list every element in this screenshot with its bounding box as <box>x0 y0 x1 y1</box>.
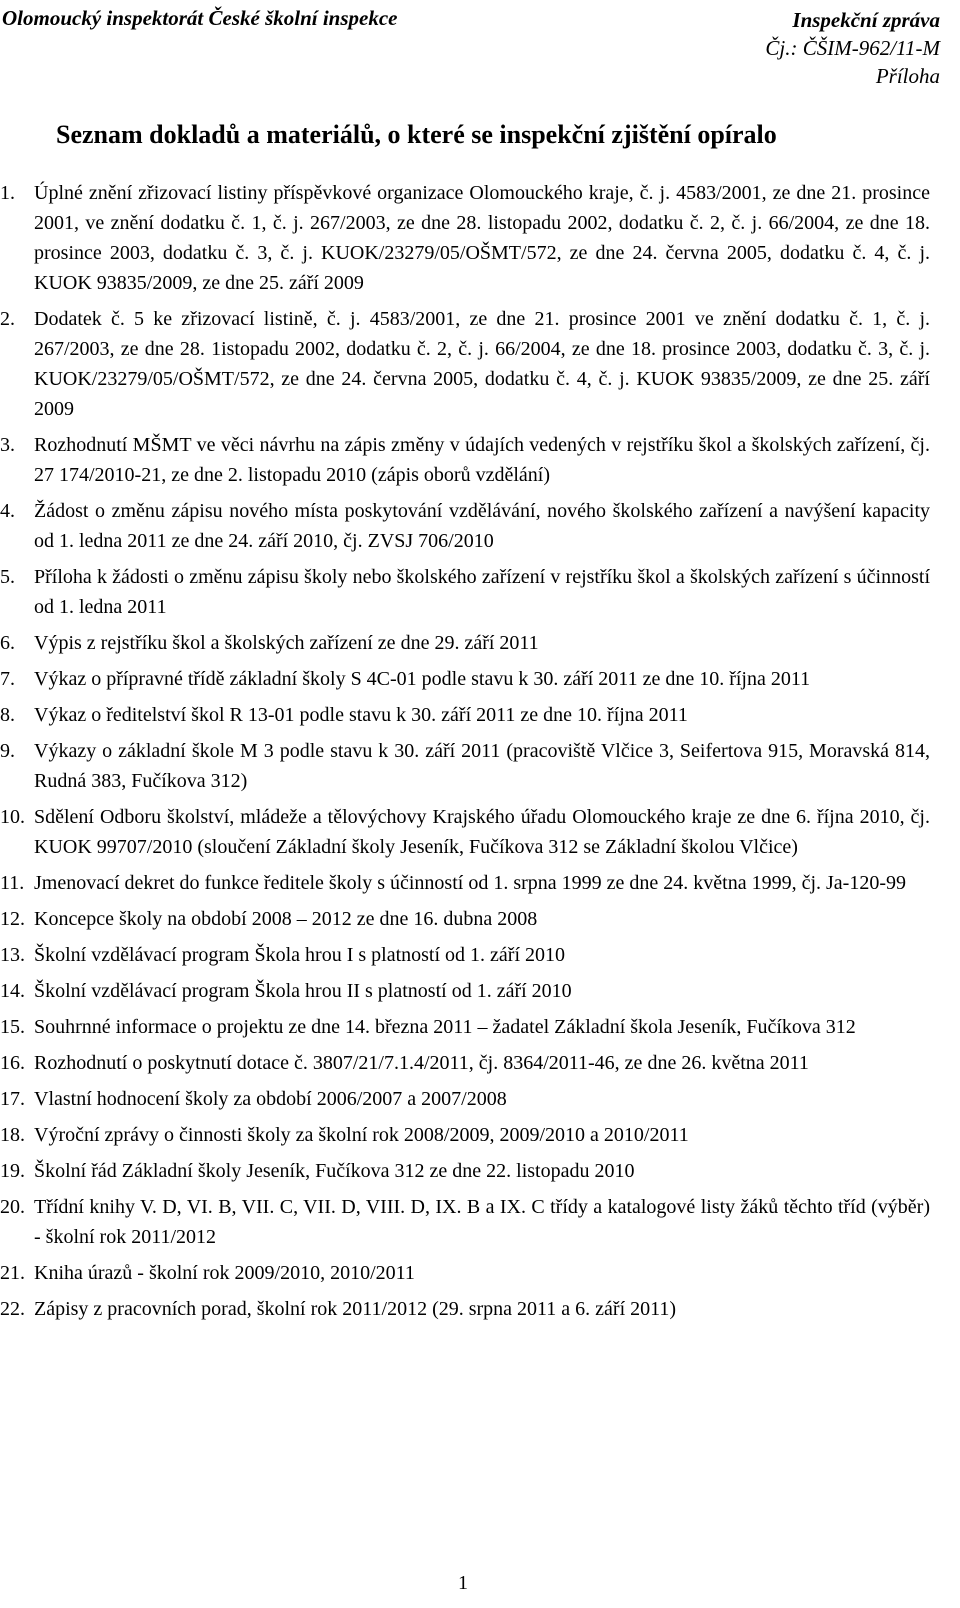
header-reference-number: Čj.: ČŠIM-962/11-M <box>765 36 940 60</box>
list-item-text: Školní vzdělávací program Škola hrou I s platností od 1. září 2010 <box>34 944 566 966</box>
list-item-text: Výpis z rejstříku škol a školských zařízení ze dne 29. září 2011 <box>34 632 539 654</box>
list-item-text: Vlastní hodnocení školy za období 2006/2007 a 2007/2008 <box>34 1088 507 1110</box>
list-item <box>0 904 930 934</box>
list-item-text: Výkaz o ředitelství škol R 13-01 podle stavu k 30. září 2011 ze dne 10. října 2011 <box>34 704 688 726</box>
list-item-text: Příloha k žádosti o změnu zápisu školy nebo školského zařízení v rejstříku škol a školských zařízení s účinností od 1. ledna 2011 <box>34 566 930 618</box>
list-item-number: 3. <box>0 434 15 456</box>
list-item-number: 19. <box>0 1160 25 1182</box>
list-item-text: Dodatek č. 5 ke zřizovací listině, č. j. 4583/2001, ze dne 21. prosince 2001 ve znění dodatku č. 1, č. j. 267/2003, ze dne 28. 1istopadu 2002, dodatku č. 2, č. j. 66/2004, ze dne 18. prosince 2003, dodatku č. 3, č. j. KUOK/23279/05/OŠMT/572, ze dne 24. června 2005, dodatku č. 4, č. j. KUOK 93835/2009, ze dne 25. září 2009 <box>34 308 930 420</box>
list-item-number: 14. <box>0 980 25 1002</box>
page-number: 1 <box>458 1572 468 1594</box>
list-item-text: Souhrnné informace o projektu ze dne 14. března 2011 – žadatel Základní škola Jeseník, Fučíkova 312 <box>34 1016 856 1038</box>
list-item-number: 22. <box>0 1298 25 1320</box>
list-item <box>0 700 930 730</box>
list-item-text: Úplné znění zřizovací listiny příspěvkové organizace Olomouckého kraje, č. j. 4583/2001, ze dne 21. prosince 2001, ve znění dodatku č. 1, č. j. 267/2003, ze dne 28. listopadu 2002, dodatku č. 2, č. j. 66/2004, ze dne 18. prosince 2003, dodatku č. 3, č. j. KUOK/23279/05/OŠMT/572, ze dne 24. června 2005, dodatku č. 4, č. j. KUOK 93835/2009, ze dne 25. září 2009 <box>34 182 930 294</box>
list-item-text: Zápisy z pracovních porad, školní rok 2011/2012 (29. srpna 2011 a 6. září 2011) <box>34 1298 677 1320</box>
list-item <box>0 1048 930 1078</box>
list-item-text: Kniha úrazů - školní rok 2009/2010, 2010/2011 <box>34 1262 415 1284</box>
list-item-number: 20. <box>0 1196 25 1218</box>
list-item-number: 4. <box>0 500 15 522</box>
list-item-text: Koncepce školy na období 2008 – 2012 ze dne 16. dubna 2008 <box>34 908 538 930</box>
list-item <box>0 562 930 622</box>
list-item-text: Rozhodnutí o poskytnutí dotace č. 3807/21/7.1.4/2011, čj. 8364/2011-46, ze dne 26. května 2011 <box>34 1052 809 1074</box>
list-item <box>0 1120 930 1150</box>
page-title: Seznam dokladů a materiálů, o které se inspekční zjištění opíralo <box>56 120 777 149</box>
list-item-text: Rozhodnutí MŠMT ve věci návrhu na zápis změny v údajích vedených v rejstříku škol a školských zařízení, čj. 27 174/2010-21, ze dne 2. listopadu 2010 (zápis oborů vzdělání) <box>34 434 930 486</box>
list-item-number: 8. <box>0 704 15 726</box>
list-item-number: 18. <box>0 1124 25 1146</box>
list-item <box>0 496 930 556</box>
list-item <box>0 664 930 694</box>
list-item-number: 10. <box>0 806 25 828</box>
header-attachment-label: Příloha <box>875 64 940 88</box>
list-item <box>0 868 930 898</box>
header-inspectorate: Olomoucký inspektorát České školní inspekce <box>2 6 398 30</box>
document-list <box>0 178 930 1330</box>
list-item-number: 21. <box>0 1262 25 1284</box>
list-item-text: Školní řád Základní školy Jeseník, Fučíkova 312 ze dne 22. listopadu 2010 <box>34 1160 635 1182</box>
list-item-number: 2. <box>0 308 15 330</box>
list-item <box>0 976 930 1006</box>
list-item-number: 13. <box>0 944 25 966</box>
list-item-number: 5. <box>0 566 15 588</box>
list-item <box>0 304 930 424</box>
list-item-text: Školní vzdělávací program Škola hrou II s platností od 1. září 2010 <box>34 980 572 1002</box>
list-item <box>0 1156 930 1186</box>
list-item <box>0 940 930 970</box>
list-item-number: 9. <box>0 740 15 762</box>
header-report-type: Inspekční zpráva <box>792 8 940 32</box>
list-item <box>0 1012 930 1042</box>
list-item <box>0 1084 930 1114</box>
list-item <box>0 178 930 298</box>
list-item-number: 7. <box>0 668 15 690</box>
list-item-text: Výroční zprávy o činnosti školy za školní rok 2008/2009, 2009/2010 a 2010/2011 <box>34 1124 689 1146</box>
list-item <box>0 802 930 862</box>
list-item <box>0 1258 930 1288</box>
list-item <box>0 1192 930 1252</box>
list-item-text: Třídní knihy V. D, VI. B, VII. C, VII. D, VIII. D, IX. B a IX. C třídy a katalogové listy žáků těchto tříd (výběr) - školní rok 2011/2012 <box>34 1196 930 1248</box>
list-item-text: Jmenovací dekret do funkce ředitele školy s účinností od 1. srpna 1999 ze dne 24. května 1999, čj. Ja-120-99 <box>34 872 907 894</box>
list-item <box>0 736 930 796</box>
list-item <box>0 628 930 658</box>
list-item-text: Sdělení Odboru školství, mládeže a tělovýchovy Krajského úřadu Olomouckého kraje ze dne 6. října 2010, čj. KUOK 99707/2010 (sloučení Základní školy Jeseník, Fučíkova 312 se Základní školou Vlčice) <box>34 806 930 858</box>
list-item-number: 12. <box>0 908 25 930</box>
list-item-text: Výkazy o základní škole M 3 podle stavu k 30. září 2011 (pracoviště Vlčice 3, Seifertova 915, Moravská 814, Rudná 383, Fučíkova 312) <box>34 740 930 792</box>
list-item-number: 16. <box>0 1052 25 1074</box>
list-item-number: 15. <box>0 1016 25 1038</box>
list-item <box>0 1294 930 1324</box>
list-item-number: 1. <box>0 182 15 204</box>
list-item-number: 6. <box>0 632 15 654</box>
list-item-text: Výkaz o přípravné třídě základní školy S 4C-01 podle stavu k 30. září 2011 ze dne 10. října 2011 <box>34 668 811 690</box>
list-item-number: 11. <box>0 872 25 894</box>
list-item-text: Žádost o změnu zápisu nového místa poskytování vzdělávání, nového školského zařízení a navýšení kapacity od 1. ledna 2011 ze dne 24. září 2010, čj. ZVSJ 706/2010 <box>34 500 930 552</box>
list-item <box>0 430 930 490</box>
header-report-info <box>765 6 940 90</box>
list-item-number: 17. <box>0 1088 25 1110</box>
